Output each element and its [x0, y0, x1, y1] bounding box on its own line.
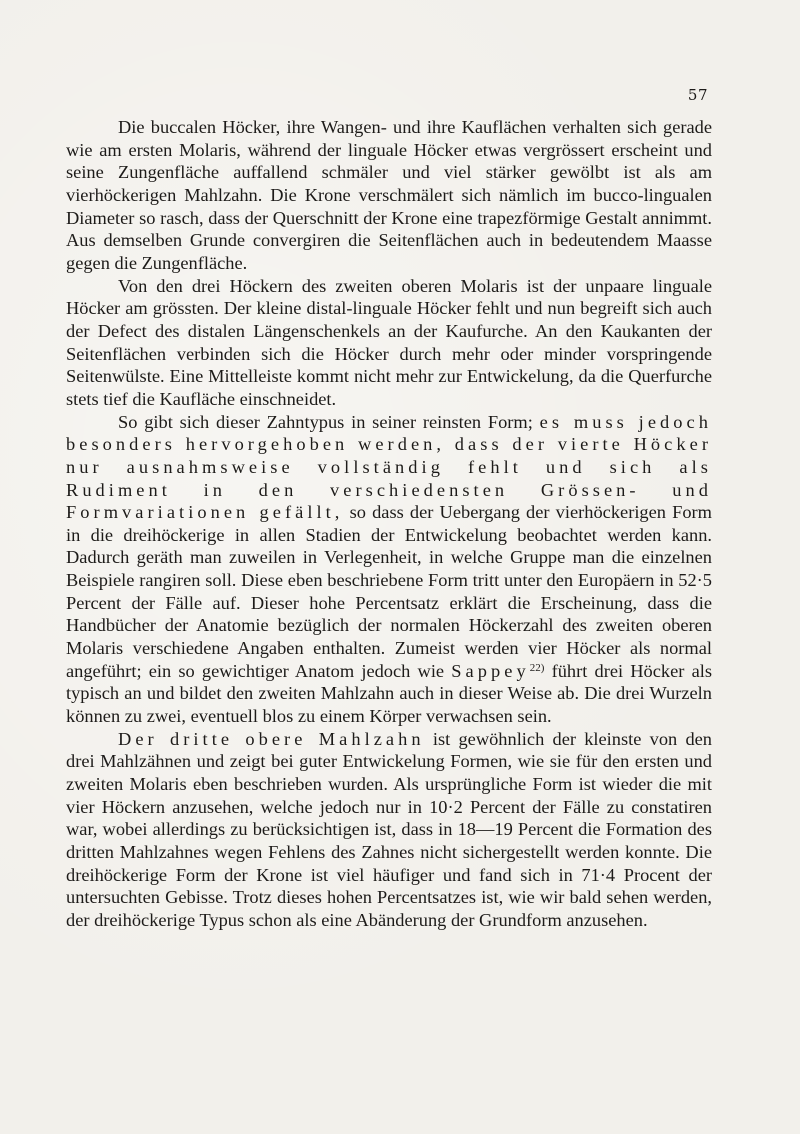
body-text [66, 116, 712, 932]
text-run: ist gewöhnlich der kleinste von den drei Mahlzähnen und zeigt bei guter Entwickelung Formen, wie sie für den ersten und zweiten Molaris eben beschrieben wurden. Als ursprüngliche Form ist wieder die mit vier Höckern anzusehen, welche jedoch nur in 10·2 Percent der Fälle zu constatiren war, wobei allerdings zu berücksichtigen ist, dass in 18—19 Percent die Formation des dritten Mahlzahnes wegen Fehlens des Zahnes nicht sichergestellt werden konnte. Die dreihöckerige Form der Krone ist viel häufiger und fand sich in 71·4 Procent der untersuchten Gebisse. Trotz dieses hohen Percentsatzes ist, wie wir bald sehen werden, der dreihöckerige Typus schon als eine Abänderung der Grundform anzusehen. [66, 728, 712, 930]
text-run: Die buccalen Höcker, ihre Wangen- und ihre Kauflächen verhalten sich gerade wie am ersten Molaris, während der linguale Höcker etwas vergrössert erscheint und seine Zungenfläche auffallend schmäler und viel stärker gewölbt ist als am vierhöckerigen Mahlzahn. Die Krone verschmälert sich nämlich im bucco-lingualen Diameter so rasch, dass der Querschnitt der Krone eine trapezförmige Gestalt annimmt. Aus demselben Grunde convergiren die Seitenflächen auch in bedeutendem Maasse gegen die Zungenfläche. [66, 117, 712, 273]
text-run: führt drei Höcker als typisch an und bildet den zweiten Mahlzahn auch in dieser Weise ab. Die drei Wurzeln können zu zwei, eventuell blos zu einem Körper verwachsen sein. [66, 660, 713, 727]
paragraph [66, 275, 712, 411]
section-term: Der dritte obere Mahlzahn [118, 728, 425, 749]
text-run: so dass der Uebergang der vierhöckerigen Form in die dreihöckerige in allen Stadien der Entwickelung beobachtet werden kann. Dadurch geräth man zuweilen in Verlegenheit, in welche Gruppe man die einzelnen Beispiele rangiren soll. Diese eben beschriebene Form tritt unter den Europäern in 52·5 Percent der Fälle auf. Dieser hohe Percentsatz erklärt die Erscheinung, dass die Handbücher der Anatomie bezüglich der normalen Höckerzahl des zweiten oberen Molaris verschiedene Angaben enthalten. Zumeist werden vier Höcker als normal angeführt; ein so gewichtiger Anatom jedoch wie [66, 502, 712, 681]
paragraph [66, 411, 712, 728]
author-name: Sappey [451, 660, 530, 681]
page-number: 57 [687, 86, 708, 104]
text-run: So gibt sich dieser Zahntypus in seiner reinsten Form; [118, 411, 540, 432]
emphasized-text: es muss jedoch besonders hervorgehoben werden, dass der vierte Höcker nur ausnahmsweise vollständig fehlt und sich als Rudiment in den verschiedensten Grössen- und Formvariationen gefällt, [66, 411, 712, 523]
paragraph [66, 116, 712, 275]
paragraph [66, 728, 712, 932]
text-run: Von den drei Höckern des zweiten oberen Molaris ist der unpaare linguale Höcker am grössten. Der kleine distal-linguale Höcker fehlt und nun begreift sich auch der Defect des distalen Längenschenkels an der Kaufurche. An den Kaukanten der Seitenflächen verbinden sich die Höcker durch mehr oder minder vorspringende Seitenwülste. Eine Mittelleiste kommt nicht mehr zur Entwickelung, da die Querfurche stets tief die Kaufläche einschneidet. [66, 275, 712, 409]
footnote-reference: 22) [529, 661, 545, 674]
